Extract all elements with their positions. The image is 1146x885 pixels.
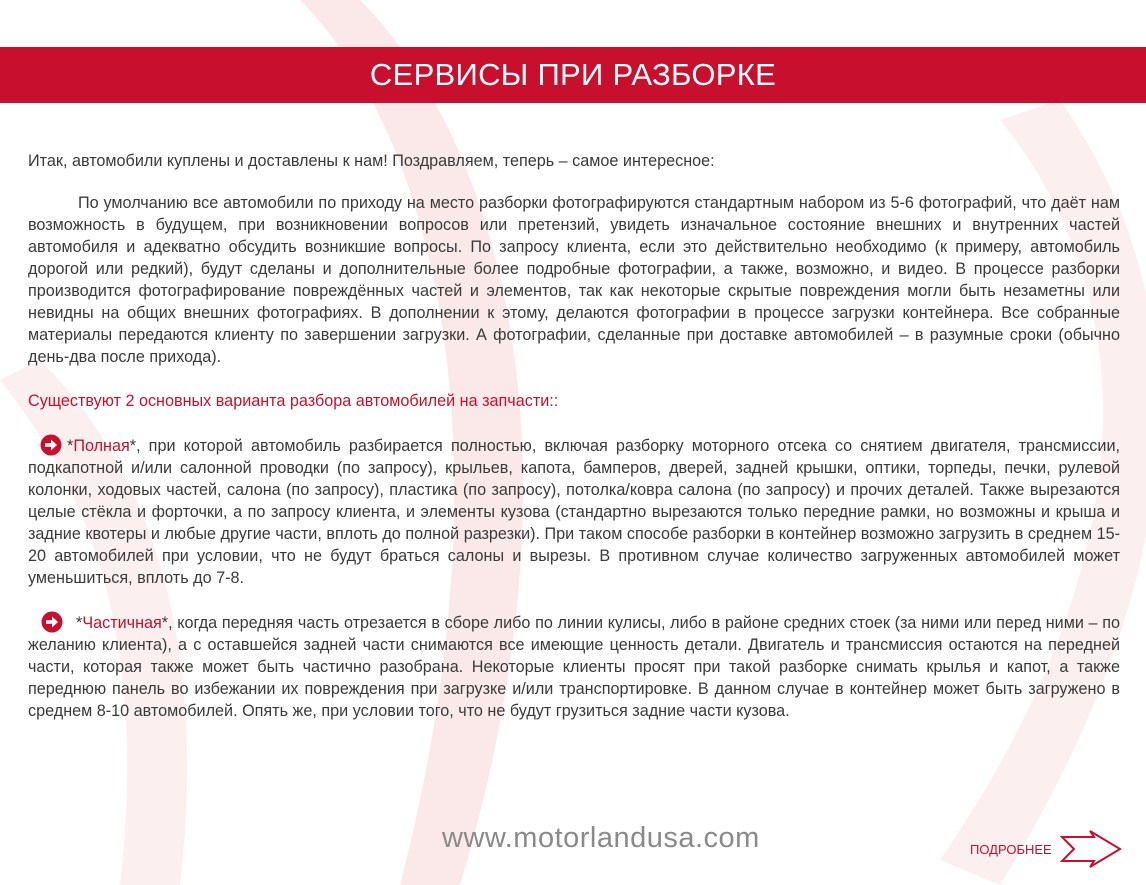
main-content xyxy=(28,150,1120,722)
circle-arrow-right-icon xyxy=(40,611,64,633)
term-full: Полная xyxy=(73,437,130,455)
full-disassembly-item xyxy=(28,434,1120,589)
partial-disassembly-item xyxy=(28,611,1120,722)
outline-arrow-right-icon xyxy=(1060,829,1122,869)
star-open: * xyxy=(67,437,74,455)
more-button[interactable] xyxy=(970,829,1122,869)
star-open: * xyxy=(76,614,83,632)
partial-disassembly-text: , когда передняя часть отрезается в сборе либо по линии кулисы, либо в районе средних стоек (за ними или перед ними – по желанию клиента), а с оставшейся задней части снимаются все имеющие ценность детали. Двигатель и трансмиссия остаются на передней части, которая также может быть частично разобрана. Некоторые клиенты просят при такой разборке снимать крылья и капот, а также переднюю панель во избежании их повреждения при загрузке и/или транспортировке. В данном случае в контейнер может быть загружено в среднем 8-10 автомобилей. Опять же, при условии того, что не будут грузиться задние части кузова. xyxy=(28,614,1120,720)
intro-text: Итак, автомобили куплены и доставлены к нам! Поздравляем, теперь – самое интересное: xyxy=(28,152,715,170)
more-label: ПОДРОБНЕЕ xyxy=(970,841,1052,857)
website-link[interactable]: www.motorlandusa.com xyxy=(442,822,760,854)
star-close: * xyxy=(161,614,169,632)
variants-heading: Существуют 2 основных варианта разбора автомобилей на запчасти:: xyxy=(28,392,559,410)
term-partial: Частичная xyxy=(82,614,162,632)
header-banner xyxy=(0,47,1146,103)
page-title: СЕРВИСЫ ПРИ РАЗБОРКЕ xyxy=(369,57,777,92)
circle-arrow-right-icon xyxy=(39,434,63,456)
full-disassembly-text: , при которой автомобиль разбирается полностью, включая разборку моторного отсека со снятием двигателя, трансмиссии, подкапотной и/или салонной проводки (по запросу), крыльев, капота, бамперов, дверей, задней крышки, оптики, торпеды, печки, рулевой колонки, ходовых частей, салона (по запросу), пластика (по запросу), потолка/ковра салона (по запросу) и прочих деталей. Также вырезаются целые стёкла и форточки, а по запросу клиента, и элементы кузова (стандартно вырезаются только передние рамки, но возможны и крыша и задние квотеры и любые другие части, вплоть до полной разрезки). При таком способе разборки в контейнер возможно загрузить в среднем 15-20 автомобилей при условии, что не будут браться салоны и вырезы. В противном случае количество загруженных автомобилей может уменьшиться, вплоть до 7-8. xyxy=(28,437,1120,587)
star-close: * xyxy=(129,437,137,455)
photo-service-paragraph: По умолчанию все автомобили по приходу на место разборки фотографируются стандартным набором из 5-6 фотографий, что даёт нам возможность в будущем, при возникновении вопросов или претензий, увидеть изначальное состояние внешних и внутренних частей автомобиля и адекватно обсудить возникшие вопросы. По запросу клиента, если это действительно необходимо (к примеру, автомобиль дорогой или редкий), будут сделаны и дополнительные более подробные фотографии, а также, возможно, и видео. В процессе разборки производится фотографирование повреждённых частей и элементов, так как некоторые скрытые повреждения могли быть незаметны или невидны на общих внешних фотографиях. В дополнении к этому, делаются фотографии в процессе загрузки контейнера. Все собранные материалы передаются клиенту по завершении загрузки. А фотографии, сделанные при доставке автомобилей – в разумные сроки (обычно день-два после прихода). xyxy=(28,194,1120,366)
